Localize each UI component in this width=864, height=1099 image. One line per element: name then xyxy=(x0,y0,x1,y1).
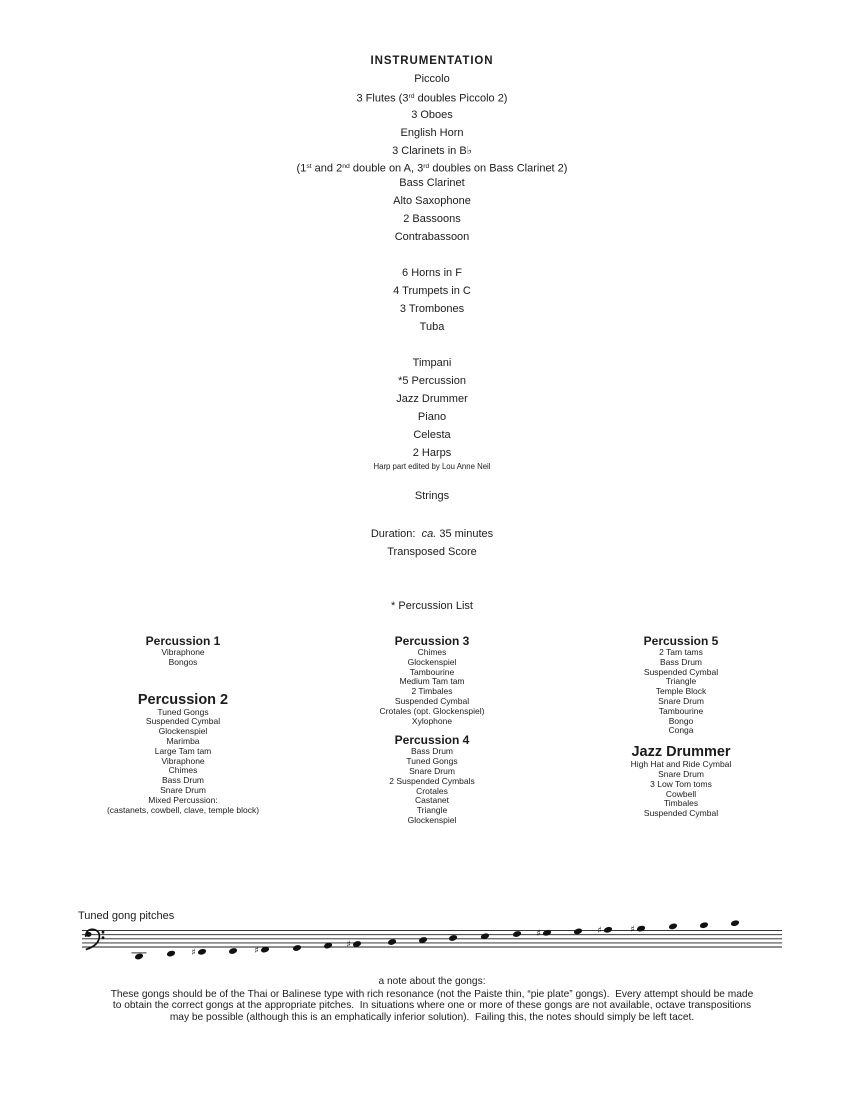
note-head xyxy=(197,948,207,956)
gong-pitches-label: Tuned gong pitches xyxy=(78,910,175,922)
percussion-column-3 xyxy=(556,634,806,819)
percussion-instrument: 2 Suspended Cymbals xyxy=(389,775,475,786)
percussion-instrument: Chimes xyxy=(417,647,447,657)
percussion-instrument: Large Tam tam xyxy=(154,745,212,756)
percussion-columns xyxy=(0,634,864,864)
percussion-instrument: Bass Drum xyxy=(161,775,205,786)
gong-note-heading: a note about the gongs: xyxy=(378,976,486,987)
gong-notes xyxy=(132,919,740,960)
percussion-part-header: Percussion 1 xyxy=(145,634,221,648)
gong-note xyxy=(0,976,864,1024)
sharp-icon: ♯ xyxy=(254,945,259,956)
percussion-instrument: Tambourine xyxy=(658,705,704,716)
instrument-list xyxy=(0,70,864,561)
percussion-part-block xyxy=(58,692,308,816)
note-head xyxy=(636,925,646,933)
percussion-instrument: 2 Tam tams xyxy=(659,647,703,657)
sharp-icon: ♯ xyxy=(536,929,541,939)
note-head xyxy=(387,938,397,946)
percussion-instrument: Tuned Gongs xyxy=(157,706,209,717)
instrument-line: Harp part edited by Lou Anne Neil xyxy=(373,462,491,471)
sharp-icon: ♯ xyxy=(191,948,196,958)
instrument-line: 2 Bassoons xyxy=(403,213,461,225)
main-column xyxy=(0,52,864,615)
percussion-instrument: High Hat and Ride Cymbal xyxy=(630,759,732,770)
percussion-instrument: Crotales (opt. Glockenspiel) xyxy=(379,705,485,716)
percussion-instrument: Suspended Cymbal xyxy=(643,808,719,819)
percussion-instrument: Snare Drum xyxy=(658,768,704,779)
note-head xyxy=(512,930,522,938)
percussion-instrument: Snare Drum xyxy=(409,765,455,776)
percussion-instrument: Glockenspiel xyxy=(407,656,457,667)
instrument-line: 3 Flutes (3rd doubles Piccolo 2) xyxy=(356,92,508,105)
percussion-instrument: Timbales xyxy=(663,798,699,809)
percussion-instrument: Medium Tam tam xyxy=(399,676,465,687)
note-head xyxy=(603,926,613,934)
percussion-instrument: Bass Drum xyxy=(410,746,454,757)
instrument-line: 3 Oboes xyxy=(411,109,453,121)
percussion-column-1 xyxy=(58,634,308,815)
percussion-instrument: Suspended Cymbal xyxy=(643,666,719,677)
instrument-line: Jazz Drummer xyxy=(396,393,468,405)
note-head xyxy=(668,923,678,931)
page-title: INSTRUMENTATION xyxy=(370,55,494,67)
percussion-part-header: Percussion 4 xyxy=(394,733,470,748)
instrument-line: *5 Percussion xyxy=(398,375,466,387)
instrument-line: Piano xyxy=(417,411,447,423)
gong-note-body xyxy=(0,989,864,1024)
percussion-column-2 xyxy=(307,634,557,826)
percussion-instrument: Snare Drum xyxy=(160,784,206,795)
gong-pitch-staff xyxy=(0,900,864,985)
percussion-part-block xyxy=(307,634,557,726)
percussion-part-header: Percussion 3 xyxy=(394,634,470,648)
percussion-instrument: Castanet xyxy=(414,795,450,806)
instrument-line: 3 Trombones xyxy=(399,303,465,315)
percussion-instrument: Suspended Cymbal xyxy=(394,695,470,706)
gong-note-line: may be possible (although this is an emphatically inferior solution). Failing this, the notes should simply be left tacet. xyxy=(169,1011,695,1023)
instrument-line: Tuba xyxy=(419,321,445,333)
percussion-instrument: Conga xyxy=(668,725,694,736)
sharp-icon: ♯ xyxy=(630,924,635,935)
percussion-instrument: Suspended Cymbal xyxy=(145,716,221,727)
percussion-instrument: Marimba xyxy=(166,735,200,746)
percussion-instrument: Glockenspiel xyxy=(407,814,457,825)
percussion-instrument: Triangle xyxy=(665,676,697,687)
note-head xyxy=(573,928,583,936)
percussion-instrument: Snare Drum xyxy=(658,695,704,706)
note-head xyxy=(730,919,740,927)
percussion-instrument: Mixed Percussion: xyxy=(148,794,218,805)
gong-note-line: These gongs should be of the Thai or Balinese type with rich resonance (not the Paiste thin, “pie plate” gongs). Every attempt should be made xyxy=(110,988,754,1000)
note-head xyxy=(448,934,458,942)
percussion-instrument: Bongos xyxy=(168,656,198,667)
percussion-instrument: Glockenspiel xyxy=(158,726,208,737)
sharp-icon: ♯ xyxy=(597,926,602,936)
instrument-line: 2 Harps xyxy=(412,447,452,459)
percussion-part-block xyxy=(58,634,308,668)
percussion-instrument: Triangle xyxy=(416,805,448,816)
instrument-line: Duration: ca. 35 minutes xyxy=(370,528,494,540)
sharp-icon: ♯ xyxy=(346,940,351,951)
instrument-line: 6 Horns in F xyxy=(402,267,462,279)
staff-lines xyxy=(82,931,782,947)
percussion-instrument: 3 Low Tom toms xyxy=(650,778,712,789)
percussion-instrument: 2 Timbales xyxy=(411,686,453,697)
percussion-instrument: Xylophone xyxy=(411,715,453,726)
note-head xyxy=(292,944,302,952)
note-head xyxy=(134,953,144,961)
instrument-line: Transposed Score xyxy=(387,546,477,558)
percussion-instrument: Bongo xyxy=(668,715,694,726)
percussion-part-block xyxy=(307,733,557,825)
percussion-instrument: Bass Drum xyxy=(659,656,703,667)
instrument-line: Piccolo xyxy=(414,73,450,85)
instrument-line: Bass Clarinet xyxy=(399,177,465,189)
instrument-line: Celesta xyxy=(413,429,451,441)
percussion-part-header: Percussion 5 xyxy=(643,634,719,648)
percussion-instrument: Vibraphone xyxy=(161,647,205,657)
percussion-part-header: Jazz Drummer xyxy=(631,744,731,761)
note-head xyxy=(228,947,238,955)
instrument-line: 3 Clarinets in B♭ xyxy=(392,145,472,157)
percussion-part-block xyxy=(556,634,806,736)
note-head xyxy=(542,929,552,937)
instrument-line: Alto Saxophone xyxy=(393,195,471,207)
percussion-instrument: Crotales xyxy=(416,785,448,796)
percussion-instrument: (castanets, cowbell, clave, temple block) xyxy=(106,804,260,815)
percussion-instrument: Chimes xyxy=(168,765,198,776)
gong-note-line: to obtain the correct gongs at the appropriate pitches. In situations where one or more of these gongs are not available, octave transpositions xyxy=(112,1000,752,1012)
percussion-instrument: Tuned Gongs xyxy=(406,756,458,767)
percussion-instrument: Temple Block xyxy=(655,686,707,697)
instrument-line: Strings xyxy=(414,490,450,502)
instrument-line: (1st and 2nd double on A, 3rd doubles on Bass Clarinet 2) xyxy=(296,162,568,175)
note-head xyxy=(166,950,176,958)
instrument-line: Contrabassoon xyxy=(394,231,470,243)
percussion-part-header: Percussion 2 xyxy=(137,691,229,708)
note-head xyxy=(699,921,709,929)
percussion-list-label: * Percussion List xyxy=(391,600,473,612)
percussion-instrument: Vibraphone xyxy=(161,755,205,766)
instrument-line: 4 Trumpets in C xyxy=(393,285,471,297)
percussion-instrument: Cowbell xyxy=(665,788,697,799)
percussion-instrument: Tambourine xyxy=(409,666,455,677)
percussion-part-block xyxy=(556,744,806,819)
instrument-line: English Horn xyxy=(400,127,464,139)
instrument-line: Timpani xyxy=(412,357,452,369)
